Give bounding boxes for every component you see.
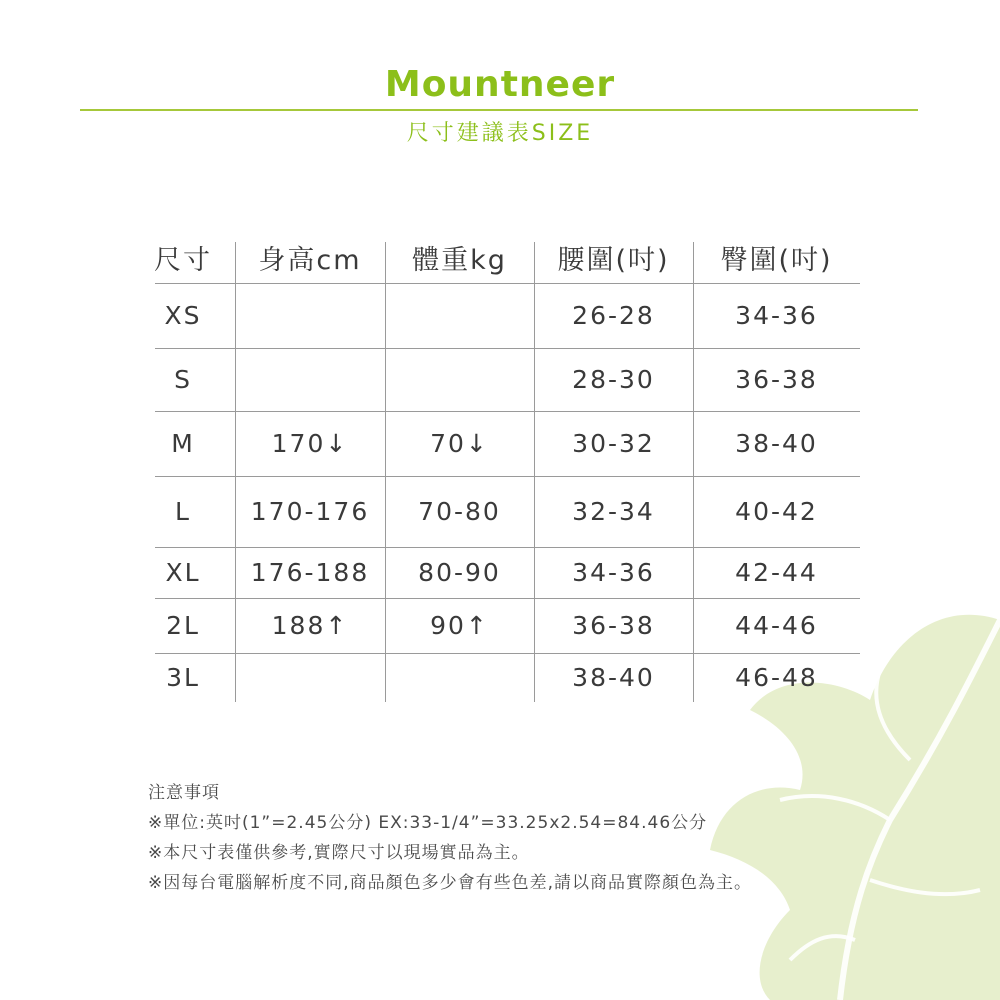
cell-hip: 42-44 [735, 558, 818, 587]
header-divider [80, 109, 918, 111]
cell-height: 170↓ [271, 429, 349, 458]
cell-hip: 44-46 [735, 611, 818, 640]
cell-weight [385, 283, 534, 348]
notes-title: 注意事項 [148, 783, 220, 803]
cell-size: L [175, 497, 191, 526]
cell-waist: 36-38 [572, 611, 655, 640]
size-table [155, 232, 860, 702]
cell-waist: 32-34 [572, 497, 655, 526]
cell-weight: 70-80 [418, 497, 501, 526]
cell-size: 3L [166, 663, 200, 692]
cell-waist: 26-28 [572, 301, 655, 330]
cell-hip: 40-42 [735, 497, 818, 526]
header-weight: 體重kg [412, 245, 507, 276]
note-item: ※單位:英吋(1”=2.45公分) EX:33-1/4”=33.25x2.54=84.46公分 [148, 813, 708, 833]
header-waist: 腰圍(吋) [557, 245, 670, 276]
brand-logo: Mountneer [384, 64, 616, 105]
cell-size: S [174, 365, 192, 394]
cell-weight [385, 348, 534, 411]
header-height: 身高cm [258, 245, 362, 276]
page-subtitle: 尺寸建議表SIZE [406, 121, 594, 146]
cell-weight: 80-90 [418, 558, 501, 587]
cell-waist: 34-36 [572, 558, 655, 587]
header-size: 尺寸 [154, 245, 212, 276]
cell-height: 188↑ [271, 611, 349, 640]
cell-size: XL [165, 558, 201, 587]
cell-weight: 70↓ [430, 429, 489, 458]
note-item: ※本尺寸表僅供參考,實際尺寸以現場實品為主。 [148, 843, 530, 863]
cell-hip: 38-40 [735, 429, 818, 458]
cell-height [235, 653, 385, 702]
header-hip: 臀圍(吋) [720, 245, 833, 276]
cell-height [235, 283, 385, 348]
note-item: ※因每台電腦解析度不同,商品顏色多少會有些色差,請以商品實際顏色為主。 [148, 873, 753, 893]
cell-hip: 34-36 [735, 301, 818, 330]
cell-height [235, 348, 385, 411]
cell-size: XS [164, 301, 202, 330]
cell-hip: 36-38 [735, 365, 818, 394]
cell-waist: 30-32 [572, 429, 655, 458]
cell-height: 176-188 [250, 558, 370, 587]
cell-weight: 90↑ [430, 611, 489, 640]
cell-waist: 38-40 [572, 663, 655, 692]
cell-size: 2L [166, 611, 200, 640]
notes-section [148, 778, 948, 898]
cell-hip: 46-48 [735, 663, 818, 692]
cell-size: M [171, 429, 195, 458]
cell-waist: 28-30 [572, 365, 655, 394]
cell-height: 170-176 [250, 497, 370, 526]
cell-weight [385, 653, 534, 702]
